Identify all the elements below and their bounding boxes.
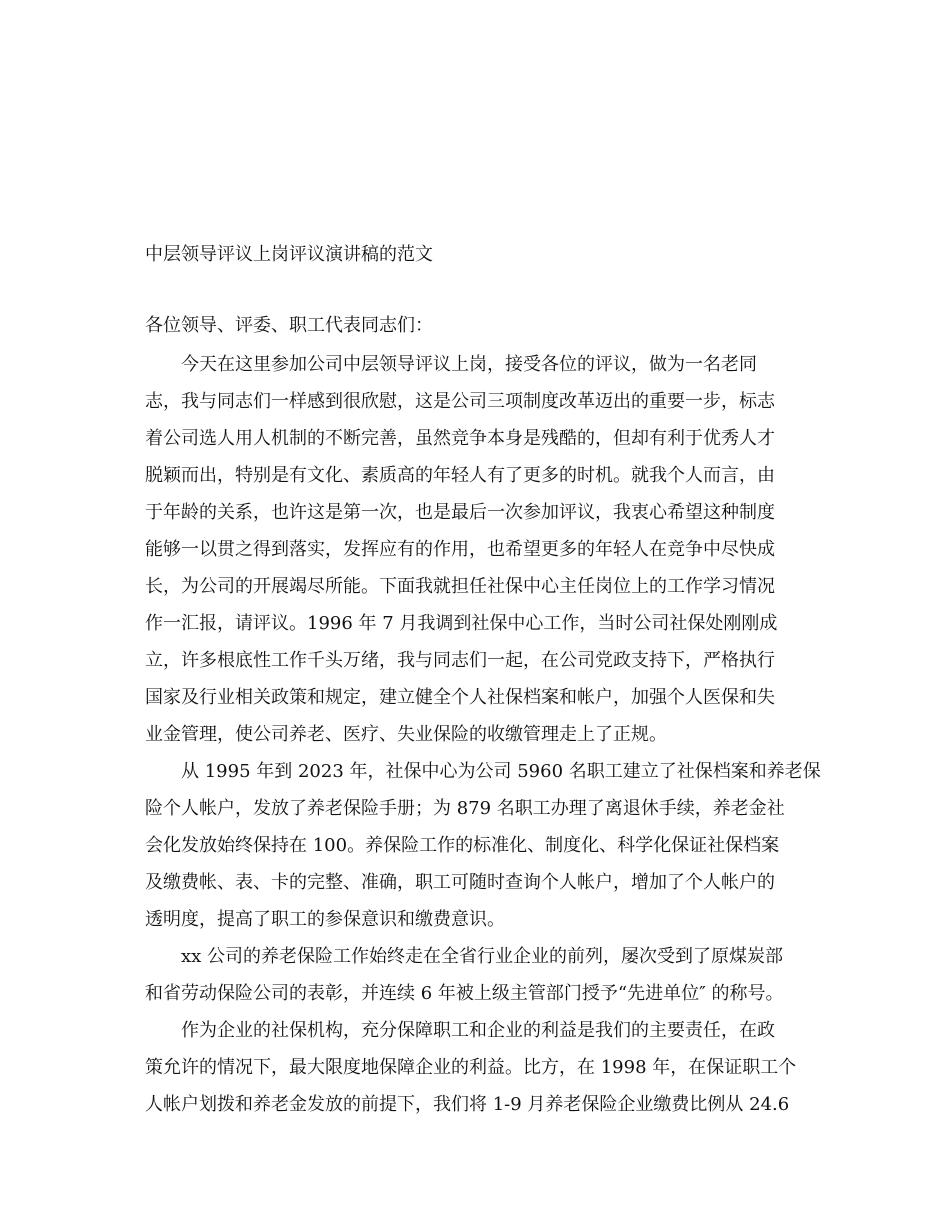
- paragraph: [145, 753, 821, 938]
- text-line: 从 1995 年到 2023 年，社保中心为公司 5960 名职工建立了社保档案和养老保: [181, 761, 821, 782]
- text-line: xx 公司的养老保险工作始终走在全省行业企业的前列，屡次受到了原煤炭部: [181, 946, 784, 967]
- document-title: 中层领导评议上岗评议演讲稿的范文: [145, 244, 433, 265]
- text-line: 立，许多根底性工作千头万绪，我与同志们一起，在公司党政支持下，严格执行: [145, 650, 775, 671]
- text-line: 于年龄的关系，也许这是第一次，也是最后一次参加评议，我衷心希望这种制度: [145, 502, 775, 523]
- text-line: 今天在这里参加公司中层领导评议上岗，接受各位的评议，做为一名老同: [181, 354, 757, 375]
- document-body: [145, 346, 821, 1123]
- text-line: 及缴费帐、表、卡的完整、准确，职工可随时查询个人帐户，增加了个人帐户的: [145, 872, 775, 893]
- text-line: 会化发放始终保持在 100。养保险工作的标准化、制度化、科学化保证社保档案: [145, 835, 780, 856]
- text-line: 作为企业的社保机构，充分保障职工和企业的利益是我们的主要责任，在政: [181, 1020, 775, 1041]
- text-line: 业金管理，使公司养老、医疗、失业保险的收缴管理走上了正规。: [145, 724, 667, 745]
- text-line: 和省劳动保险公司的表彰，并连续 6 年被上级主管部门授予“先进单位″ 的称号。: [145, 983, 784, 1004]
- text-line: 志，我与同志们一样感到很欣慰，这是公司三项制度改革迈出的重要一步，标志: [145, 391, 775, 412]
- text-line: 作一汇报，请评议。1996 年 7 月我调到社保中心工作，当时公司社保处刚刚成: [145, 613, 778, 634]
- paragraph: [145, 938, 805, 1012]
- salutation: 各位领导、评委、职工代表同志们：: [145, 315, 433, 336]
- text-line: 国家及行业相关政策和规定，建立健全个人社保档案和帐户，加强个人医保和失: [145, 687, 775, 708]
- text-line: 人帐户划拨和养老金发放的前提下，我们将 1-9 月养老保险企业缴费比例从 24.6: [145, 1094, 790, 1115]
- text-line: 着公司选人用人机制的不断完善，虽然竞争本身是残酷的，但却有利于优秀人才: [145, 428, 775, 449]
- text-line: 长，为公司的开展竭尽所能。下面我就担任社保中心主任岗位上的工作学习情况: [145, 576, 775, 597]
- paragraph: [145, 346, 805, 753]
- text-line: 能够一以贯之得到落实，发挥应有的作用，也希望更多的年轻人在竞争中尽快成: [145, 539, 775, 560]
- text-line: 脱颖而出，特别是有文化、素质高的年轻人有了更多的时机。就我个人而言，由: [145, 465, 775, 486]
- paragraph: [145, 1012, 805, 1123]
- text-line: 险个人帐户，发放了养老保险手册；为 879 名职工办理了离退休手续，养老金社: [145, 798, 785, 819]
- text-line: 透明度，提高了职工的参保意识和缴费意识。: [145, 909, 505, 930]
- text-line: 策允许的情况下，最大限度地保障企业的利益。比方，在 1998 年，在保证职工个: [145, 1057, 797, 1078]
